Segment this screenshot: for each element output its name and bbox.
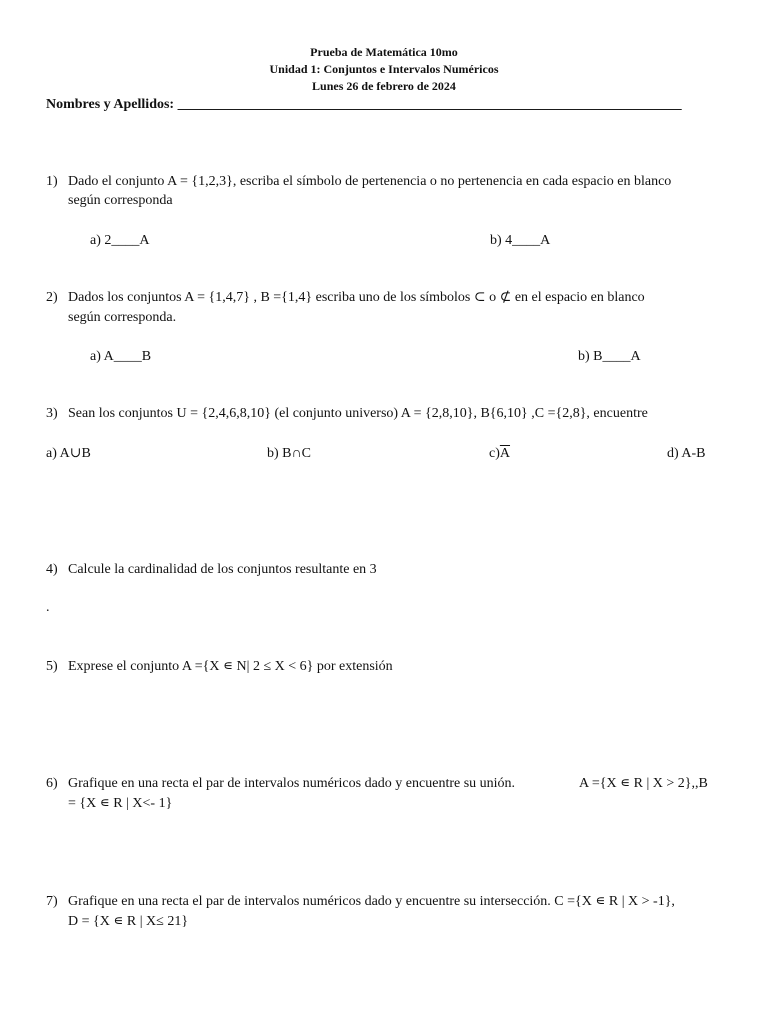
question-3-item-d: d) A-B [667,446,706,461]
test-title: Prueba de Matemática 10mo [310,45,458,59]
question-2-item-a: a) A____B [90,349,152,364]
question-1-item-a: a) 2____A [90,233,150,248]
question-3-item-c-prefix: c) [489,446,500,461]
question-7-text: Grafique en una recta el par de intervalos numéricos dado y encuentre su intersección. C ={X ∊ R | X > -1}, [68,894,675,909]
question-3-item-b: b) B∩C [267,446,311,461]
question-6-text: Grafique en una recta el par de intervalos numéricos dado y encuentre su unión. [68,776,516,791]
question-1-number: 1) [46,174,58,189]
question-2-item-b: b) B____A [578,349,641,364]
question-7-number: 7) [46,894,58,909]
question-1-text: Dado el conjunto A = {1,2,3}, escriba el símbolo de pertenencia o no pertenencia en cada espacio en blanco [68,174,672,189]
question-2-text-cont: según corresponda. [68,310,177,325]
question-3-number: 3) [46,406,58,421]
unit-title: Unidad 1: Conjuntos e Intervalos Numéricos [269,62,499,76]
question-1-text-cont: según corresponda [68,193,173,208]
question-6-set-a: A ={X ∊ R | X > 2},,B [579,776,708,791]
question-3-item-a: a) A∪B [46,446,91,461]
question-5-number: 5) [46,659,58,674]
test-date: Lunes 26 de febrero de 2024 [312,79,456,93]
question-4-text: Calcule la cardinalidad de los conjuntos resultante en 3 [68,562,377,577]
question-1-item-b: b) 4____A [490,233,551,248]
question-4-number: 4) [46,562,58,577]
question-5-text: Exprese el conjunto A ={X ∊ N| 2 ≤ X < 6} por extensión [68,659,393,674]
name-field-label: Nombres y Apellidos: ________________________________________________________________________ [46,97,682,112]
question-7-text-cont: D = {X ∊ R | X≤ 21} [68,914,189,929]
question-6-number: 6) [46,776,58,791]
question-3-item-c [489,444,510,463]
stray-dot: . [46,600,50,615]
question-3-text: Sean los conjuntos U = {2,4,6,8,10} (el conjunto universo) A = {2,8,10}, B{6,10} ,C ={2,8}, encuentre [68,406,648,421]
question-2-number: 2) [46,290,58,305]
question-3-item-c-complement: $\overline{A}$ [499,446,511,461]
question-2-text: Dados los conjuntos A = {1,4,7} , B ={1,4} escriba uno de los símbolos ⊂ o ⊄ en el espacio en blanco [68,290,645,305]
question-6-text-cont: = {X ∊ R | X<- 1} [68,796,173,811]
